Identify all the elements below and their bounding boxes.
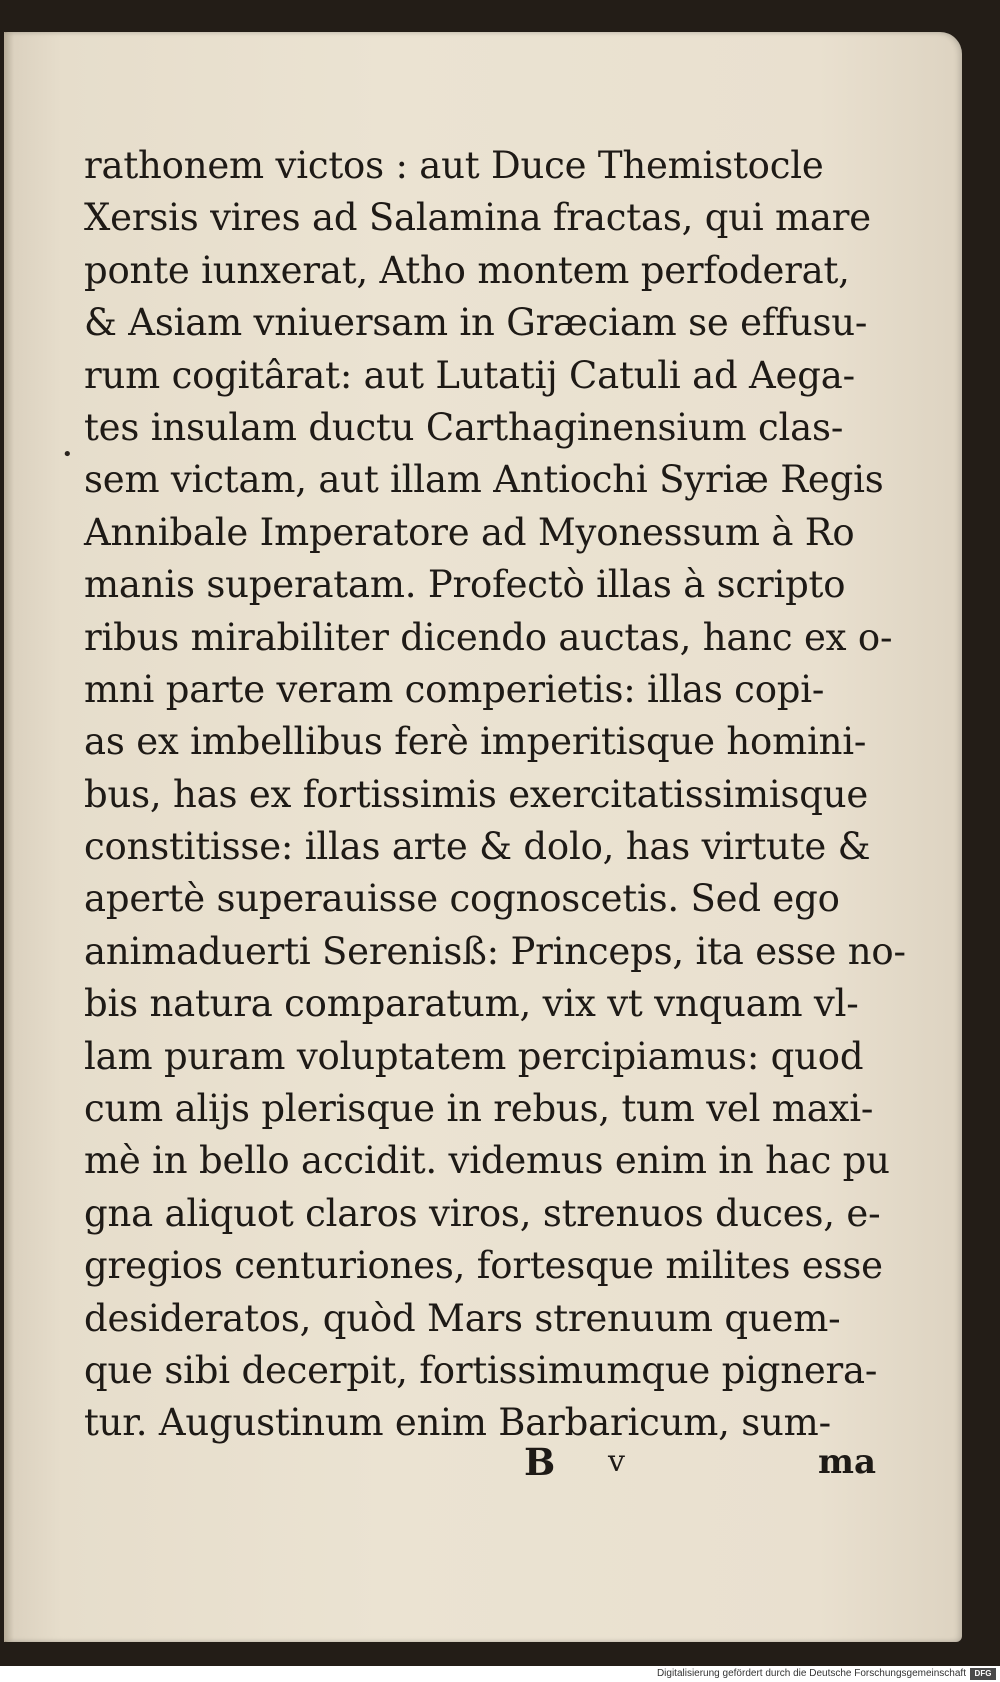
text-line: tes insulam ductu Carthaginensium clas- xyxy=(84,405,844,449)
text-line: ponte iunxerat, Atho montem perfoderat, xyxy=(84,248,850,292)
text-line: Xersis vires ad Salamina fractas, qui mare xyxy=(84,196,871,240)
text-line: tur. Augustinum enim Barbaricum, sum- xyxy=(84,1401,831,1445)
signature-letter: B xyxy=(524,1440,556,1484)
text-line: que sibi decerpit, fortissimumque pignera- xyxy=(84,1348,878,1392)
text-line: cum alijs plerisque in rebus, tum vel maxi- xyxy=(84,1087,874,1131)
text-line: gna aliquot claros viros, strenuos duces, e- xyxy=(84,1191,881,1235)
text-line: animaduerti Serenisß: Princeps, ita esse no- xyxy=(84,929,906,973)
text-line: lam puram voluptatem percipiamus: quod xyxy=(84,1034,864,1078)
catchword: ma xyxy=(818,1442,877,1482)
text-line: manis superatam. Profectò illas à scripto xyxy=(84,563,846,607)
text-line: gregios centuriones, fortesque milites esse xyxy=(84,1244,883,1288)
text-line: desideratos, quòd Mars strenuum quem- xyxy=(84,1296,841,1340)
page-gutter-shadow xyxy=(4,32,14,1642)
text-line: & Asiam vniuersam in Græciam se effusu- xyxy=(84,301,868,345)
margin-mark: • xyxy=(62,444,73,465)
digitization-credit: Digitalisierung gefördert durch die Deutsche Forschungsgemeinschaft xyxy=(656,1668,966,1679)
book-page xyxy=(4,32,962,1642)
text-line: sem victam, aut illam Antiochi Syriæ Regis xyxy=(84,458,884,502)
text-line: constitisse: illas arte & dolo, has virtute & xyxy=(84,825,871,869)
page-text-block xyxy=(84,140,906,1450)
signature-number: v xyxy=(608,1444,625,1479)
text-line: bus, has ex fortissimis exercitatissimisque xyxy=(84,772,869,816)
text-line: mni parte veram comperietis: illas copi- xyxy=(84,667,825,711)
text-line: mè in bello accidit. videmus enim in hac pu xyxy=(84,1139,890,1183)
text-line: apertè superauisse cognoscetis. Sed ego xyxy=(84,877,840,921)
text-line: ribus mirabiliter dicendo auctas, hanc ex o- xyxy=(84,615,893,659)
dfg-logo: DFG xyxy=(970,1668,996,1680)
text-line: Annibale Imperatore ad Myonessum à Ro xyxy=(84,510,855,554)
text-line: rum cogitârat: aut Lutatij Catuli ad Aega- xyxy=(84,353,855,397)
text-line: rathonem victos : aut Duce Themistocle xyxy=(84,144,824,187)
text-line: as ex imbellibus ferè imperitisque homini- xyxy=(84,720,867,764)
text-line: bis natura comparatum, vix vt vnquam vl- xyxy=(84,982,859,1026)
